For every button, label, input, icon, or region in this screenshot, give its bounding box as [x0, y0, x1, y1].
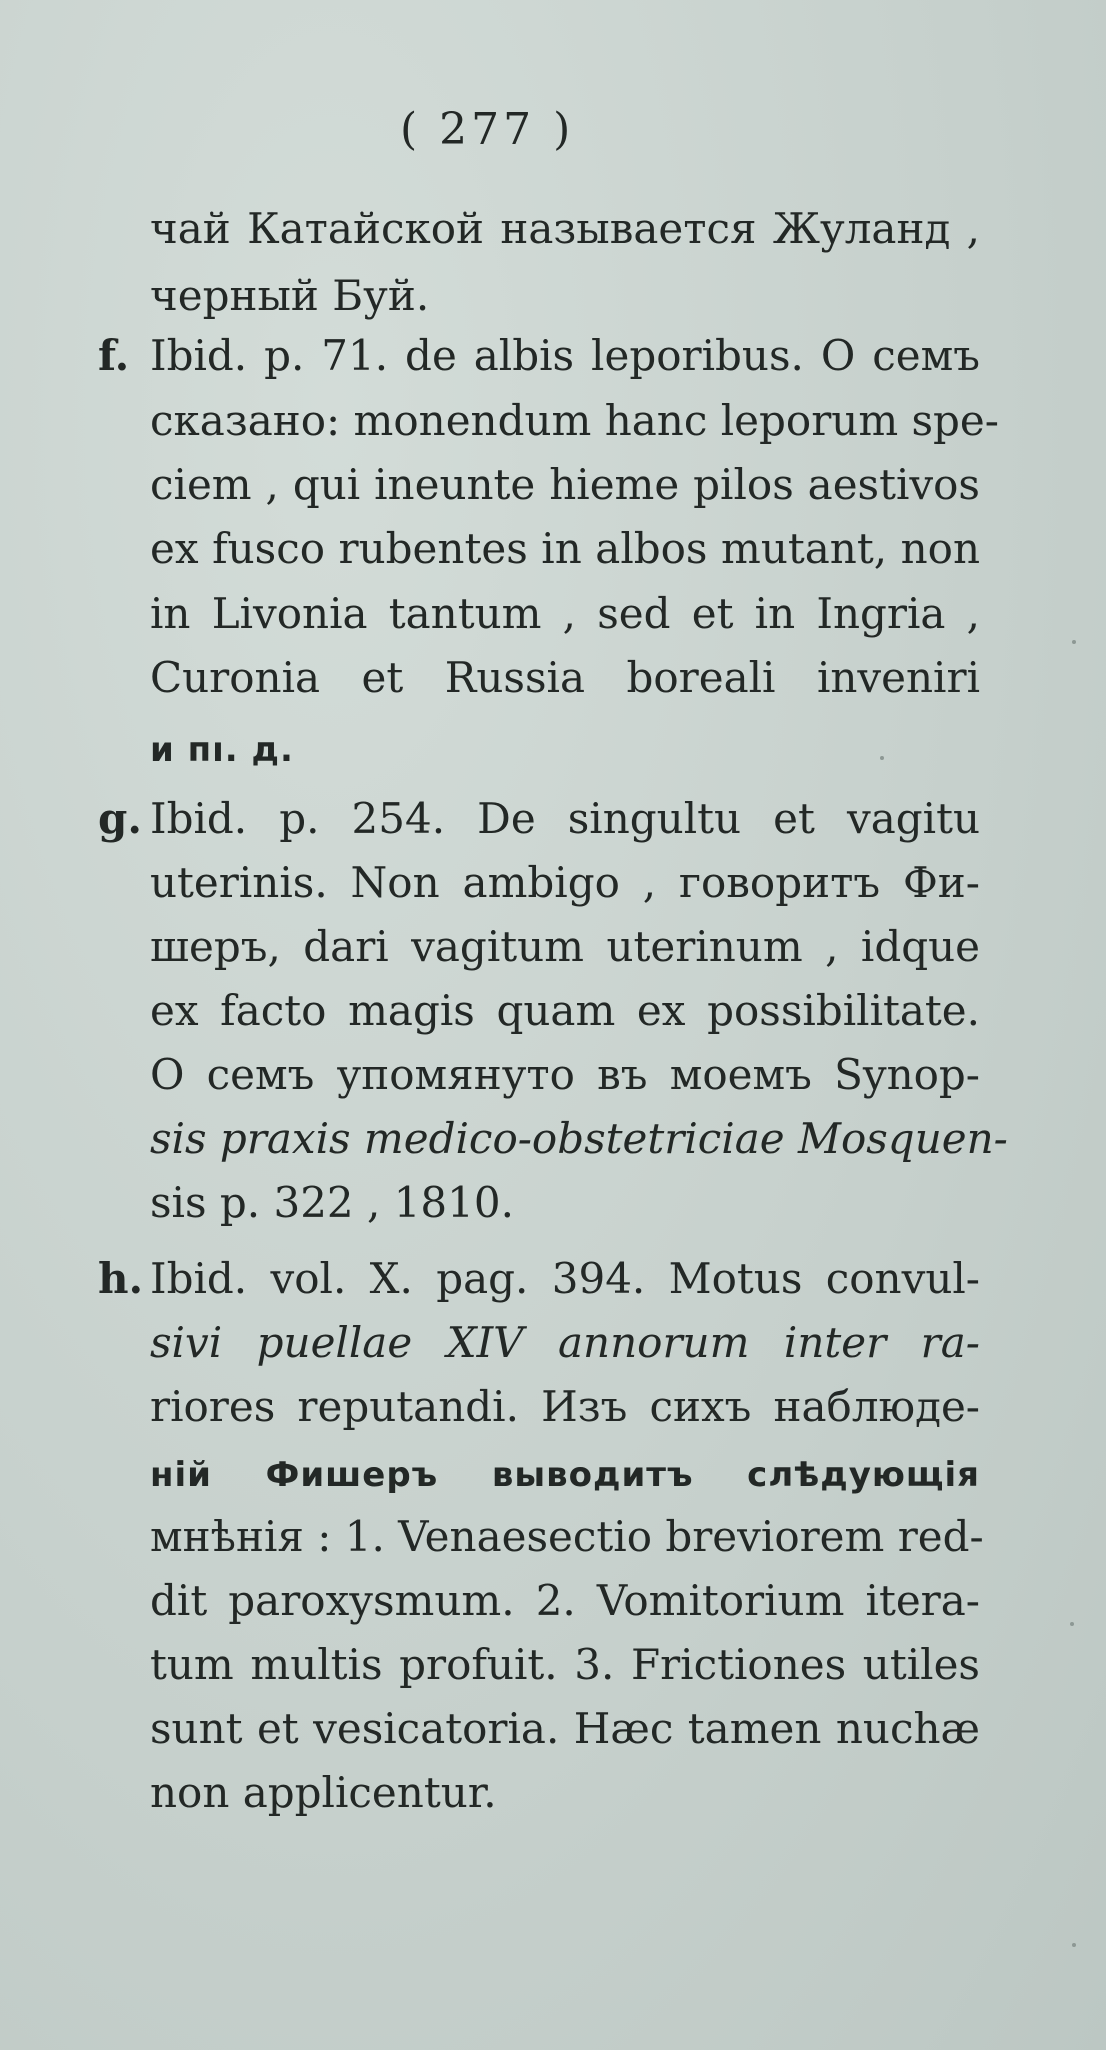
text-line: О семъ упомянуто въ моемъ Synop- — [150, 1050, 980, 1099]
text-line: ex facto magis quam ex possibilitate. — [150, 986, 980, 1035]
paper-speck — [1070, 1622, 1074, 1626]
footnote-marker: g. — [98, 794, 142, 843]
text-line: non applicentur. — [150, 1768, 497, 1817]
text-line: tum multis profuit. 3. Frictiones utiles — [150, 1640, 980, 1689]
footnote-marker: f. — [98, 331, 130, 380]
footnote-marker: h. — [98, 1254, 144, 1303]
text-line: riores reputandi. Изъ сихъ наблюде- — [150, 1382, 980, 1431]
text-line: sis praxis medico-obstetriciae Mosquen- — [150, 1114, 1008, 1163]
text-line: uterinis. Non ambigo , говоритъ Фи- — [150, 858, 980, 907]
text-line: sivi puellae XIV annorum inter ra- — [150, 1318, 980, 1367]
text-line: ciem , qui ineunte hieme pilos aestivos — [150, 460, 980, 509]
text-line: ній Фишеръ выводитъ слѣдующія — [150, 1455, 980, 1495]
text-line: sis p. 322 , 1810. — [150, 1178, 514, 1227]
text-line: мнѣнія : 1. Venaesectio breviorem red- — [150, 1512, 984, 1561]
text-line: и пı. д. — [150, 730, 294, 770]
text-line: Ibid. vol. X. pag. 394. Motus convul- — [150, 1254, 980, 1303]
paper-speck — [1072, 640, 1076, 644]
text-line: Ibid. p. 71. de albis leporibus. О семъ — [150, 331, 980, 380]
text-line: in Livonia tantum , sed et in Ingria , — [150, 589, 980, 638]
paper-speck — [1072, 1943, 1076, 1947]
text-line: sunt et vesicatoria. Hæc tamen nuchæ — [150, 1704, 980, 1753]
text-line: ex fusco rubentes in albos mutant, non — [150, 524, 980, 573]
text-line: Curonia et Russia boreali inveniri — [150, 653, 980, 702]
text-line: шеръ, dari vagitum uterinum , idque — [150, 922, 980, 971]
text-line: черный Буй. — [150, 271, 430, 320]
text-line: Ibid. p. 254. De singultu et vagitu — [150, 794, 980, 843]
text-line: чай Катайской называется Жуланд , — [150, 204, 980, 253]
paper-speck — [880, 756, 884, 760]
page-number: ( 277 ) — [400, 104, 575, 155]
text-line: dit paroxysmum. 2. Vomitorium itera- — [150, 1576, 980, 1625]
text-line: сказано: monendum hanc leporum spe- — [150, 396, 999, 445]
